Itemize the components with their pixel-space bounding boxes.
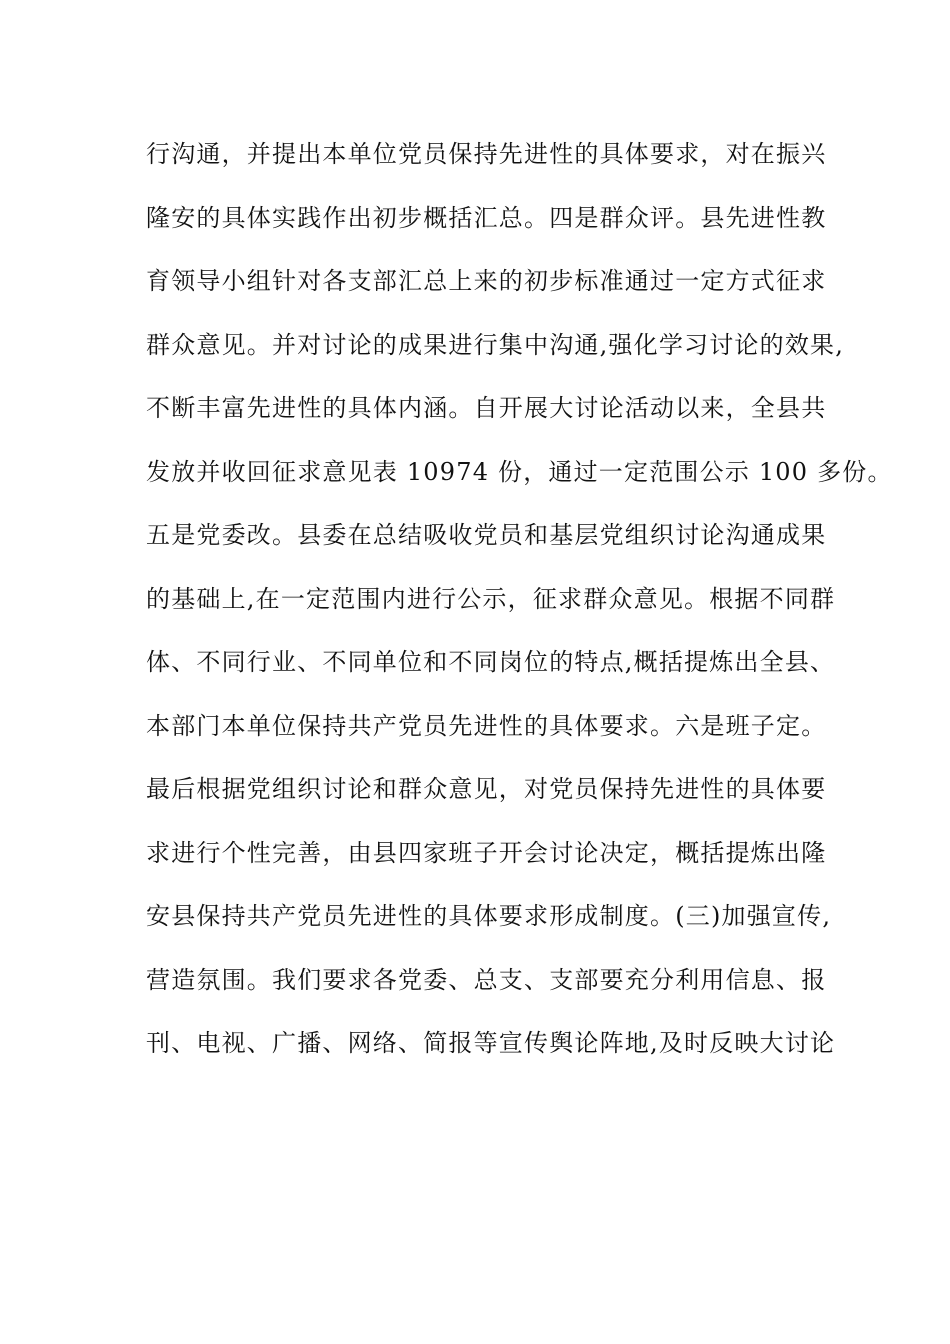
text-line-7: 五是党委改。县委在总结吸收党员和基层党组织讨论沟通成果 [146, 521, 827, 549]
text-line-12: 求进行个性完善，由县四家班子开会讨论决定，概括提炼出隆 [146, 838, 827, 867]
body-text [146, 130, 893, 1083]
text-line-3: 育领导小组针对各支部汇总上来的初步标准通过一定方式征求 [146, 267, 827, 295]
text-line-2: 隆安的具体实践作出初步概括汇总。四是群众评。县先进性教 [146, 203, 827, 232]
text-line-15: 刊、电视、广播、网络、简报等宣传舆论阵地,及时反映大讨论 [146, 1029, 836, 1057]
text-line-9: 体、不同行业、不同单位和不同岗位的特点,概括提炼出全县、 [146, 648, 836, 676]
text-line-10: 本部门本单位保持共产党员先进性的具体要求。六是班子定。 [146, 711, 827, 740]
text-line-8: 的基础上,在一定范围内进行公示，征求群众意见。根据不同群 [146, 584, 836, 613]
text-line-13: 安县保持共产党员先进性的具体要求形成制度。(三)加强宣传, [146, 902, 832, 930]
text-line-14: 营造氛围。我们要求各党委、总支、支部要充分利用信息、报 [146, 965, 827, 994]
text-line-1: 行沟通，并提出本单位党员保持先进性的具体要求，对在振兴 [146, 140, 827, 168]
text-line-11: 最后根据党组织讨论和群众意见，对党员保持先进性的具体要 [146, 775, 827, 803]
text-line-4: 群众意见。并对讨论的成果进行集中沟通,强化学习讨论的效果, [146, 330, 845, 359]
text-line-6: 发放并收回征求意见表 10974 份，通过一定范围公示 100 多份。 [146, 457, 893, 486]
text-line-5: 不断丰富先进性的具体内涵。自开展大讨论活动以来，全县共 [146, 394, 827, 422]
